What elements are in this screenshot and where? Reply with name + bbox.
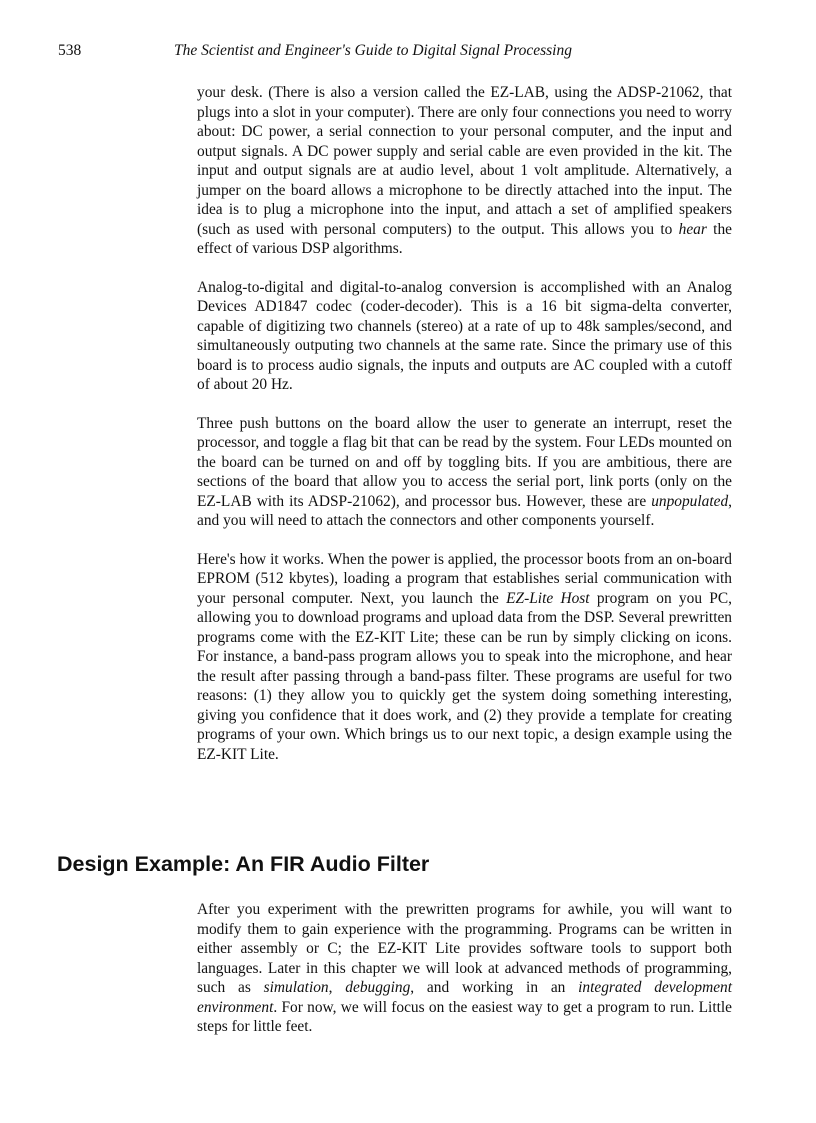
text-run: your desk. (There is also a version called the EZ-LAB, using the ADSP-21062, that plugs into a slot in your computer). There are only four connections you need to worry about: DC power, a serial connection to your personal computer, and the input and output signals. A DC power supply and serial cable are even provided in the kit. The input and output signals are at audio level, about 1 volt amplitude. Alternatively, a jumper on the board allows a microphone to be directly attached into the input. The idea is to plug a microphone into the input, and attach a set of amplified speakers (such as used with personal computers) to the output. This allows you to	[197, 84, 732, 238]
emphasis-text: debugging	[345, 979, 411, 996]
section-heading: Design Example: An FIR Audio Filter	[57, 852, 430, 876]
text-run: ,	[328, 979, 346, 996]
emphasis-text: integrated development environment	[197, 979, 732, 1016]
text-run: , and you will need to attach the connectors and other components yourself.	[197, 492, 732, 529]
paragraph	[197, 278, 732, 395]
page-number: 538	[58, 42, 82, 59]
text-run: the effect of various DSP algorithms.	[197, 220, 732, 257]
emphasis-text: EZ-Lite Host	[506, 589, 590, 607]
emphasis-text: hear	[678, 220, 707, 238]
text-run: , and working in an	[410, 979, 579, 996]
text-run: Three push buttons on the board allow the user to generate an interrupt, reset the processor, and toggle a flag bit that can be read by the system. Four LEDs mounted on the board can be turned on and off by toggling bits. If you are ambitious, there are sections of the board that allow you to access the serial port, link ports (only on the EZ-LAB with its ADSP-21062), and processor bus. However, these are	[197, 414, 732, 510]
text-run: Analog-to-digital and digital-to-analog conversion is accomplished with an Analog Devices AD1847 codec (coder-decoder). This is a 16 bit sigma-delta converter, capable of digitizing two channels (stereo) at a rate of up to 48k samples/second, and simultaneously outputing two channels at the same rate. Since the primary use of this board is to process audio signals, the inputs and outputs are AC coupled with a cutoff of about 20 Hz.	[197, 278, 732, 393]
text-run: . For now, we will focus on the easiest way to get a program to run. Little steps for little feet.	[197, 998, 732, 1035]
text-run: program on you PC, allowing you to download programs and upload data from the DSP. Several prewritten programs come with the EZ-KIT Lite; these can be run by simply clicking on icons. For instance, a band-pass program allows you to speak into the microphone, and hear the result after passing through a band-pass filter. These programs are useful for two reasons: (1) they allow you to quickly get the system doing something interesting, giving you confidence that it does work, and (2) they provide a template for creating programs of your own. Which brings us to our next topic, a design example using the EZ-KIT Lite.	[197, 589, 732, 763]
body-text	[197, 83, 732, 783]
paragraph	[197, 83, 732, 259]
running-header: The Scientist and Engineer's Guide to Digital Signal Processing	[174, 42, 572, 59]
emphasis-text: unpopulated	[651, 492, 729, 510]
emphasis-text: simulation	[263, 979, 329, 996]
paragraph	[197, 550, 732, 765]
paragraph	[197, 414, 732, 531]
paragraph	[197, 900, 732, 1037]
text-run: After you experiment with the prewritten programs for awhile, you will want to modify them to gain experience with the programming. Programs can be written in either assembly or C; the EZ-KIT Lite provides software tools to support both languages. Later in this chapter we will look at advanced methods of programming, such as	[197, 901, 732, 996]
section-body-text	[197, 900, 732, 1056]
text-run: Here's how it works. When the power is applied, the processor boots from an on-board EPROM (512 kbytes), loading a program that establishes serial communication with your personal computer. Next, you launch the	[197, 550, 732, 607]
